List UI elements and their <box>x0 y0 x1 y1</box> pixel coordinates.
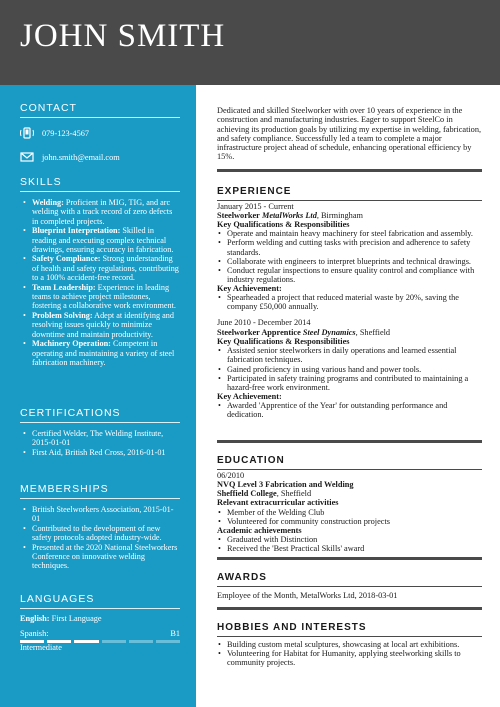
education-ach-list <box>217 535 482 553</box>
divider <box>20 117 180 118</box>
education-extra-list <box>217 508 482 526</box>
job-resp-label: Key Qualifications & Responsibilities <box>217 337 350 347</box>
language-level-segment <box>156 640 180 643</box>
skills-title: SKILLS <box>20 176 62 188</box>
skills-list <box>20 198 180 367</box>
job-resp-item: • Collaborate with engineers to interpret blueprints and technical drawings. <box>227 257 482 266</box>
skills-section <box>20 176 180 367</box>
language-second <box>20 629 180 639</box>
jobs-list <box>217 202 482 420</box>
job-resp-list <box>217 346 482 391</box>
job-dates: June 2010 - December 2014 <box>217 318 311 328</box>
divider <box>217 636 482 637</box>
job-resp-item: • Perform welding and cutting tasks with precision and adherence to safety standards. <box>227 238 482 256</box>
candidate-name: JOHN SMITH <box>20 18 226 54</box>
language-level-segment <box>74 640 98 643</box>
contact-section <box>20 102 180 163</box>
certifications-title: CERTIFICATIONS <box>20 407 121 419</box>
summary: Dedicated and skilled Steelworker with over 10 years of experience in the construction and manufacturing industries. Eager to support SteelCo in achieving its production goals by utilizing my expertise in welding, fabrication, and safety compliance. Successfully led a team to complete a major infrastructure project ahead of schedule, enhancing operational efficiency by 15%. <box>217 106 482 162</box>
education-ach-label: Academic achievements <box>217 525 302 535</box>
divider <box>217 586 482 587</box>
certification-item: • Certified Welder, The Welding Institute, 2015-01-01 <box>32 429 180 448</box>
divider <box>20 498 180 499</box>
divider <box>217 469 482 470</box>
education-title: EDUCATION <box>217 454 285 466</box>
language-first-label: English: <box>20 614 50 623</box>
job-title-line <box>217 211 482 220</box>
membership-item: • Contributed to the development of new safety protocols adopted industry-wide. <box>32 524 180 543</box>
memberships-list <box>20 505 180 571</box>
skill-name: Blueprint Interpretation: <box>32 226 121 236</box>
job-dates: January 2015 - Current <box>217 201 294 211</box>
education-ach-item: • Received the 'Best Practical Skills' award <box>227 544 482 553</box>
education-section <box>217 440 482 553</box>
certifications-list <box>20 429 180 457</box>
hobby-item: • Volunteering for Habitat for Humanity, applying steelworking skills to community projects. <box>227 649 482 667</box>
job-title-line <box>217 328 482 337</box>
skill-item <box>32 339 180 367</box>
sidebar <box>0 85 196 707</box>
email-row <box>20 151 180 163</box>
education-school-line <box>217 489 482 498</box>
job-resp-item: • Operate and maintain heavy machinery for steel fabrication and assembly. <box>227 229 482 238</box>
job-resp-label: Key Qualifications & Responsibilities <box>217 220 350 230</box>
skill-text: Experience in leading teams to achieve project milestones, fostering a collaborative work environment. <box>32 282 176 311</box>
job-entry <box>217 202 482 312</box>
job-resp-item: • Participated in safety training programs and contributed to maintaining a hazard-free work environment. <box>227 374 482 392</box>
skill-text: Strong understanding of health and safety regulations, contributing to a 100% accident-free record. <box>32 254 179 283</box>
divider <box>217 557 482 560</box>
skill-name: Team Leadership: <box>32 282 96 292</box>
job-role: Steelworker <box>217 210 260 220</box>
memberships-title: MEMBERSHIPS <box>20 483 109 495</box>
divider <box>217 169 482 172</box>
skill-item <box>32 283 180 311</box>
language-first <box>20 614 180 624</box>
skill-text: Skilled in reading and executing complex technical drawings, ensuring accuracy in fabrication. <box>32 226 174 255</box>
job-ach-item: • Awarded 'Apprentice of the Year' for outstanding performance and dedication. <box>227 401 482 419</box>
certifications-section <box>20 407 180 457</box>
job-ach-label: Key Achievement: <box>217 391 282 401</box>
skill-text: Competent in operating and maintaining a variety of steel fabrication machinery. <box>32 339 175 367</box>
education-extra-item: • Member of the Welding Club <box>227 508 482 517</box>
skill-name: Safety Compliance: <box>32 254 101 264</box>
education-extra-item: • Volunteered for community construction projects <box>227 517 482 526</box>
skill-name: Machinery Operation: <box>32 339 111 349</box>
job-role: Steelworker Apprentice <box>217 327 301 337</box>
skill-name: Problem Solving: <box>32 310 93 320</box>
education-date: 06/2010 <box>217 470 245 480</box>
certification-item: • First Aid, British Red Cross, 2016-01-01 <box>32 448 180 457</box>
language-second-desc: Intermediate <box>20 643 62 653</box>
language-first-value: First Language <box>49 614 102 623</box>
skill-text: Adept at identifying and resolving issues quickly to minimize downtime and maintain productivity. <box>32 310 174 339</box>
email-address[interactable]: john.smith@email.com <box>42 152 120 162</box>
hobbies-list <box>217 640 482 667</box>
job-company: MetalWorks Ltd <box>261 210 317 220</box>
membership-item: • British Steelworkers Association, 2015-01-01 <box>32 505 180 524</box>
job-resp-item: • Gained proficiency in using various hand and power tools. <box>227 365 482 374</box>
job-resp-item: • Conduct regular inspections to ensure quality control and compliance with industry regulations. <box>227 266 482 284</box>
phone-icon <box>20 127 34 139</box>
job-resp-list <box>217 229 482 284</box>
job-company: Steel Dynamics <box>302 327 356 337</box>
awards-title: AWARDS <box>217 571 267 583</box>
awards-section <box>217 557 482 600</box>
hobby-item: • Building custom metal sculptures, showcasing at local art exhibitions. <box>227 640 482 649</box>
education-ach-item: • Graduated with Distinction <box>227 535 482 544</box>
language-level-segment <box>129 640 153 643</box>
education-extra-label: Relevant extracurricular activities <box>217 498 339 508</box>
divider <box>217 607 482 610</box>
job-ach-list <box>217 293 482 311</box>
languages-section <box>20 593 180 653</box>
contact-title: CONTACT <box>20 102 77 114</box>
skill-item <box>32 198 180 226</box>
skill-item <box>32 311 180 339</box>
hobbies-title: HOBBIES AND INTERESTS <box>217 621 367 633</box>
skill-name: Welding: <box>32 198 64 207</box>
divider <box>217 200 482 201</box>
job-ach-list <box>217 401 482 419</box>
skill-item <box>32 254 180 282</box>
memberships-section <box>20 483 180 571</box>
job-location: , Birmingham <box>316 210 363 220</box>
education-location: , Sheffield <box>276 489 312 499</box>
languages-title: LANGUAGES <box>20 593 95 605</box>
job-location: , Sheffield <box>355 327 391 337</box>
job-ach-label: Key Achievement: <box>217 283 282 293</box>
language-second-name: Spanish: <box>20 628 49 638</box>
hobbies-section <box>217 607 482 667</box>
job-ach-item: • Spearheaded a project that reduced material waste by 20%, saving the company £50,000 annually. <box>227 293 482 311</box>
experience-title: EXPERIENCE <box>217 185 292 197</box>
divider <box>20 422 180 423</box>
phone-row <box>20 127 180 139</box>
divider <box>20 608 180 609</box>
divider <box>20 191 180 192</box>
language-level-segment <box>102 640 126 643</box>
job-resp-item: • Assisted senior steelworkers in daily operations and learned essential fabrication techniques. <box>227 346 482 364</box>
experience-section <box>217 169 482 419</box>
phone-number: 079-123-4567 <box>42 128 90 138</box>
divider <box>217 440 482 443</box>
skill-item <box>32 226 180 254</box>
awards-text: Employee of the Month, MetalWorks Ltd, 2018-03-01 <box>217 590 398 600</box>
job-entry <box>217 318 482 419</box>
email-icon <box>20 151 34 163</box>
education-degree: NVQ Level 3 Fabrication and Welding <box>217 479 354 489</box>
skill-text: Proficient in MIG, TIG, and arc welding with a track record of zero defects in completed projects. <box>32 198 173 226</box>
language-second-level: B1 <box>170 628 180 638</box>
resume-header <box>0 0 500 85</box>
membership-item: • Presented at the 2020 National Steelworkers Conference on innovative welding techniques. <box>32 543 180 571</box>
education-school: Sheffield College <box>217 489 277 499</box>
